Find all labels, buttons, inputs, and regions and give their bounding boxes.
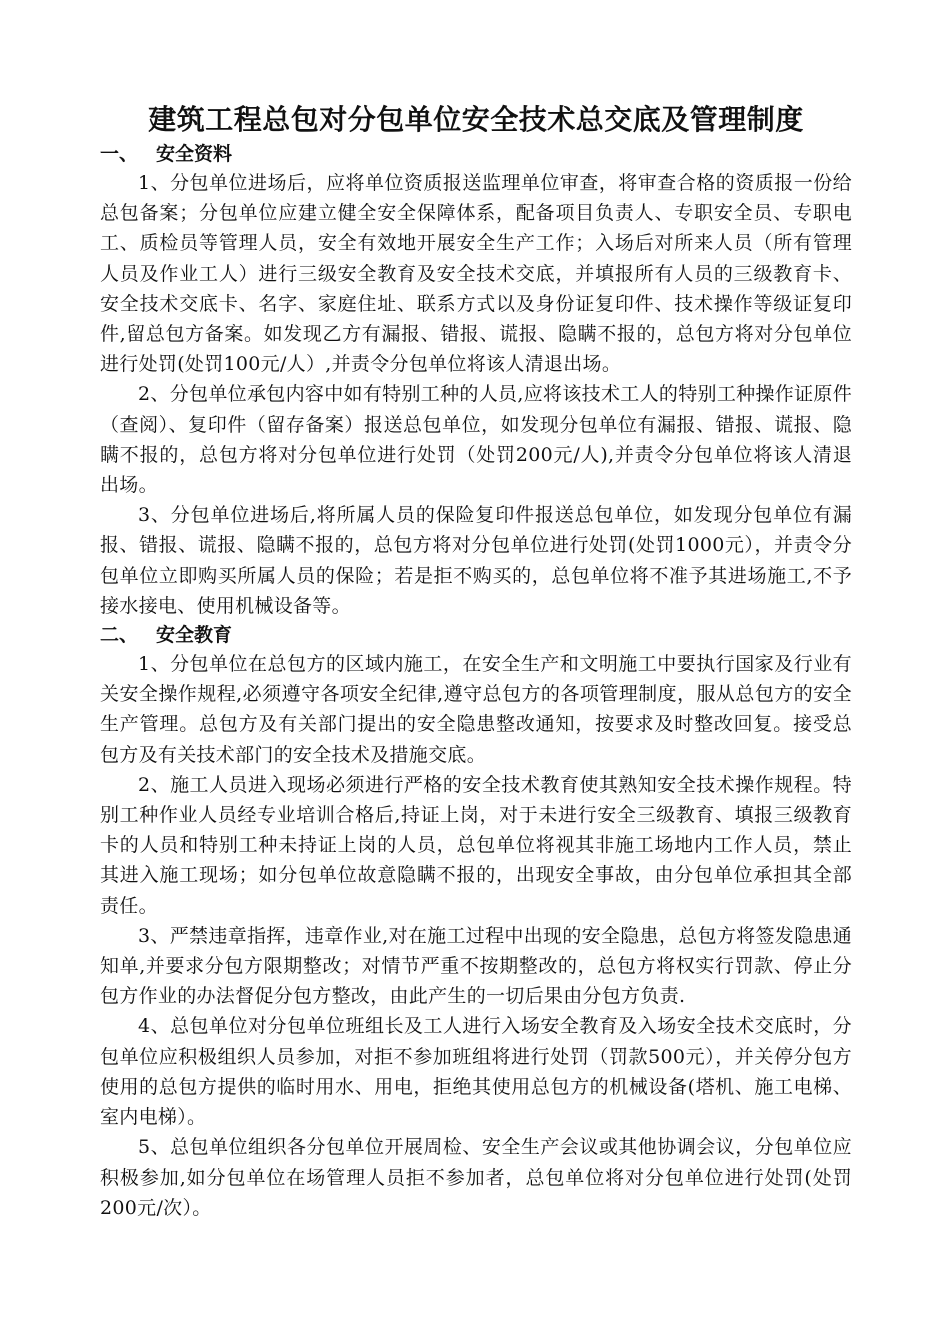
paragraph: 1、分包单位在总包方的区域内施工，在安全生产和文明施工中要执行国家及行业有关安全操作规程,必须遵守各项安全纪律,遵守总包方的各项管理制度，服从总包方的安全生产管理。总包方及有关部门提出的安全隐患整改通知，按要求及时整改回复。接受总包方及有关技术部门的安全技术及措施交底。 — [100, 653, 852, 766]
section-number: 一、 — [100, 143, 139, 165]
section-heading — [100, 140, 852, 168]
paragraph: 4、总包单位对分包单位班组长及工人进行入场安全教育及入场安全技术交底时，分包单位应积极组织人员参加，对拒不参加班组将进行处罚（罚款500元），并关停分包方使用的总包方提供的临时用水、用电，拒绝其使用总包方的机械设备(塔机、施工电梯、室内电梯）。 — [100, 1015, 852, 1129]
paragraph: 3、严禁违章指挥，违章作业,对在施工过程中出现的安全隐患，总包方将签发隐患通知单,并要求分包方限期整改；对情节严重不按期整改的，总包方将权实行罚款、停止分包方作业的办法督促分包方整改，由此产生的一切后果由分包方负责. — [100, 924, 852, 1008]
section-heading — [100, 621, 852, 649]
section-title: 安全资料 — [156, 143, 233, 165]
section-number: 二、 — [100, 624, 139, 647]
paragraph: 5、总包单位组织各分包单位开展周检、安全生产会议或其他协调会议，分包单位应积极参加,如分包单位在场管理人员拒不参加者，总包单位将对分包单位进行处罚(处罚200元/次）。 — [100, 1136, 852, 1219]
section-safety-materials — [100, 140, 852, 621]
paragraph: 2、分包单位承包内容中如有特别工种的人员,应将该技术工人的特别工种操作证原件（查阅）、复印件（留存备案）报送总包单位，如发现分包单位有漏报、错报、谎报、隐瞒不报的，总包方将对分包单位进行处罚（处罚200元/人),并责令分包单位将该人清退出场。 — [100, 383, 852, 497]
paragraph: 2、施工人员进入现场必须进行严格的安全技术教育使其熟知安全技术操作规程。特别工种作业人员经专业培训合格后,持证上岗，对于未进行安全三级教育、填报三级教育卡的人员和特别工种未持证上岗的人员，总包单位将视其非施工场地内工作人员，禁止其进入施工现场；如分包单位故意隐瞒不报的，出现安全事故，由分包单位承担其全部责任。 — [100, 773, 852, 917]
paragraph: 1、分包单位进场后，应将单位资质报送监理单位审查，将审查合格的资质报一份给总包备案；分包单位应建立健全安全保障体系，配备项目负责人、专职安全员、专职电工、质检员等管理人员，安全有效地开展安全生产工作；入场后对所来人员（所有管理人员及作业工人）进行三级安全教育及安全技术交底，并填报所有人员的三级教育卡、安全技术交底卡、名字、家庭住址、联系方式以及身份证复印件、技术操作等级证复印件,留总包方备案。如发现乙方有漏报、错报、谎报、隐瞒不报的，总包方将对分包单位进行处罚(处罚100元/人）,并责令分包单位将该人清退出场。 — [100, 172, 852, 376]
paragraph: 3、分包单位进场后,将所属人员的保险复印件报送总包单位，如发现分包单位有漏报、错报、谎报、隐瞒不报的，总包方将对分包单位进行处罚(处罚1000元），并责令分包单位立即购买所属人员的保险；若是拒不购买的，总包单位将不准予其进场施工,不予接水接电、使用机械设备等。 — [100, 504, 852, 617]
section-title: 安全教育 — [156, 624, 233, 647]
document-title: 建筑工程总包对分包单位安全技术总交底及管理制度 — [148, 103, 804, 136]
document-page — [100, 100, 852, 1223]
section-safety-education — [100, 621, 852, 1223]
